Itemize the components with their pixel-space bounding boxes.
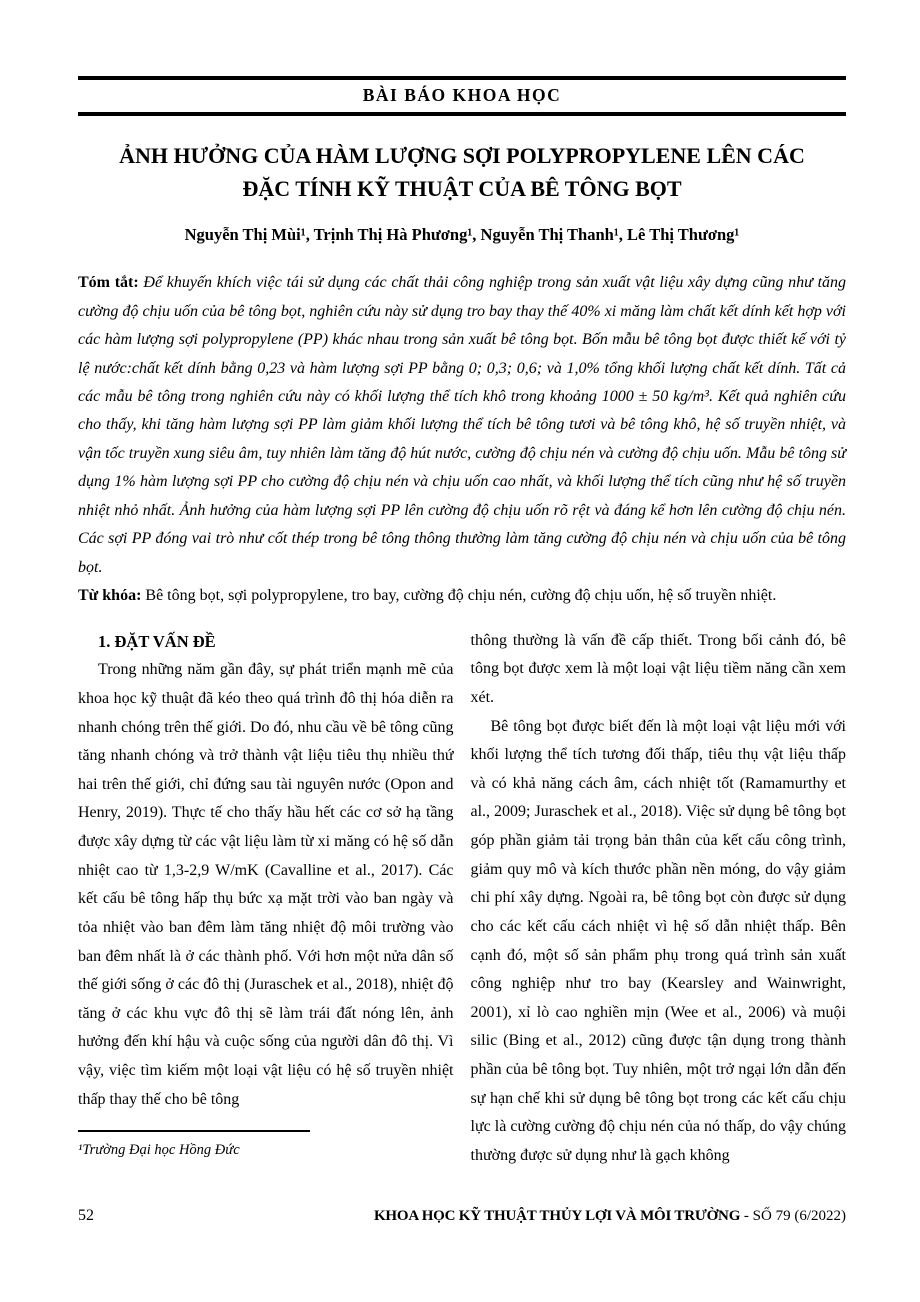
journal-line xyxy=(374,1208,846,1225)
abstract xyxy=(78,269,846,582)
right-column xyxy=(471,627,847,1171)
authors-line: Nguyễn Thị Mùi¹, Trịnh Thị Hà Phương¹, Nguyễn Thị Thanh¹, Lê Thị Thương¹ xyxy=(184,225,740,245)
left-column xyxy=(78,627,454,1171)
article-title-line-1: ẢNH HƯỞNG CỦA HÀM LƯỢNG SỢI POLYPROPYLENE LÊN CÁC xyxy=(119,143,805,168)
page-footer xyxy=(78,1207,846,1225)
right-column-paragraph-1: thông thường là vấn đề cấp thiết. Trong bối cảnh đó, bê tông bọt được xem là một loại vật liệu tiềm năng cần xem xét. xyxy=(470,631,846,706)
keywords-text: Bê tông bọt, sợi polypropylene, tro bay, cường độ chịu nén, cường độ chịu uốn, hệ số truyền nhiệt. xyxy=(145,587,777,605)
right-column-paragraph-2: Bê tông bọt được biết đến là một loại vật liệu mới với khối lượng thể tích tương đối thấp, tiêu thụ vật liệu thấp và có khả năng cách âm, cách nhiệt tốt (Ramamurthy et al., 2009; Juraschek et al., 2018). Việc sử dụng bê tông bọt góp phần giảm tải trọng bản thân của kết cấu công trình, giảm quy mô và kích thước phần nền móng, do vậy giảm chi phí xây dựng. Ngoài ra, bê tông bọt còn được sử dụng cho các kết cấu cách nhiệt vì hệ số dẫn nhiệt thấp. Bên cạnh đó, một số sản phẩm phụ trong quá trình sản xuất công nghiệp như tro bay (Kearsley and Wainwright, 2001), xỉ lò cao nghiền mịn (Wee et al., 2006) và muội silic (Bing et al., 2012) cũng được tận dụng trong thành phần của bê tông bọt. Tuy nhiên, một trở ngại lớn dẫn đến sự hạn chế khi sử dụng bê tông bọt trong các kết cấu chịu lực là cường cường độ chịu nén của nó thấp, do vậy chúng thường được sử dụng như là gạch không xyxy=(470,717,846,1164)
keywords xyxy=(78,582,846,610)
abstract-text: Để khuyến khích việc tái sử dụng các chất thải công nghiệp trong sản xuất vật liệu xây dựng cũng như tăng cường độ chịu uốn của bê tông bọt, nghiên cứu này sử dụng tro bay thay thế 40% xi măng làm chất kết dính kết hợp với các hàm lượng sợi polypropylene (PP) khác nhau trong sản xuất bê tông bọt. Bốn mẫu bê tông bọt được thiết kế với tỷ lệ nước:chất kết dính bằng 0,23 và hàm lượng sợi PP bằng 0; 0,3; 0,6; và 1,0% tổng khối lượng chất kết dính. Tất cả các mẫu bê tông trong nghiên cứu này có khối lượng thể tích khô trong khoảng 1000 ± 50 kg/m³. Kết quả nghiên cứu cho thấy, khi tăng hàm lượng sợi PP làm giảm khối lượng thể tích bê tông tươi và bê tông khô, hệ số truyền nhiệt, và vận tốc truyền xung siêu âm, tuy nhiên làm tăng độ hút nước, cường độ chịu nén và cường độ chịu uốn. Mẫu bê tông sử dụng 1% hàm lượng sợi PP cho cường độ chịu nén và chịu uốn cao nhất, và khối lượng thể tích cũng như hệ số truyền nhiệt nhỏ nhất. Ảnh hưởng của hàm lượng sợi PP lên cường độ chịu uốn rõ rệt và đáng kể hơn lên cường độ chịu nén. Các sợi PP đóng vai trò như cốt thép trong bê tông thông thường làm tăng cường độ chịu nén và chịu uốn của bê tông bọt. xyxy=(78,274,847,576)
abstract-label: Tóm tắt: xyxy=(78,274,139,292)
page-number: 52 xyxy=(78,1207,94,1224)
article-title xyxy=(78,140,846,205)
footnote-divider xyxy=(78,1130,310,1132)
journal-name: KHOA HỌC KỸ THUẬT THỦY LỢI VÀ MÔI TRƯỜNG xyxy=(373,1208,741,1224)
footnote xyxy=(78,1130,454,1164)
body-columns xyxy=(78,627,846,1171)
article-type-band xyxy=(78,76,846,116)
journal-issue: - SỐ 79 (6/2022) xyxy=(743,1208,846,1224)
article-title-line-2: ĐẶC TÍNH KỸ THUẬT CỦA BÊ TÔNG BỌT xyxy=(242,175,682,201)
section-heading-introduction: 1. ĐẶT VẤN ĐỀ xyxy=(98,631,216,651)
footnote-affiliation: ¹Trường Đại học Hồng Đức xyxy=(78,1142,240,1159)
left-column-paragraph: Trong những năm gần đây, sự phát triển mạnh mẽ của khoa học kỹ thuật đã kéo theo quá trình đô thị hóa diễn ra nhanh chóng trên thế giới. Do đó, nhu cầu về bê tông cũng tăng nhanh chóng và trở thành vật liệu tiêu thụ nhiều thứ hai trên thế giới, chỉ đứng sau tài nguyên nước (Opon and Henry, 2019). Thực tế cho thấy hầu hết các cơ sở hạ tầng được xây dựng từ các vật liệu làm từ xi măng có hệ số dẫn nhiệt cao từ 1,3-2,9 W/mK (Cavalline et al., 2017). Các kết cấu bê tông hấp thụ bức xạ mặt trời vào ban ngày và tỏa nhiệt vào ban đêm làm tăng nhiệt độ môi trường vào ban đêm nhất là ở các thành phố. Với hơn một nửa dân số thế giới sống ở các đô thị (Juraschek et al., 2018), nhiệt độ tăng ở các khu vực đô thị sẽ làm trái đất nóng lên, ảnh hưởng đến khí hậu và cuộc sống của người dân đô thị. Vì vậy, việc tìm kiếm một loại vật liệu có hệ số truyền nhiệt thấp thay thế cho bê tông xyxy=(78,661,454,1108)
keywords-label: Từ khóa: xyxy=(78,587,142,605)
page-content xyxy=(78,0,846,1171)
article-type-label: BÀI BÁO KHOA HỌC xyxy=(362,85,562,105)
